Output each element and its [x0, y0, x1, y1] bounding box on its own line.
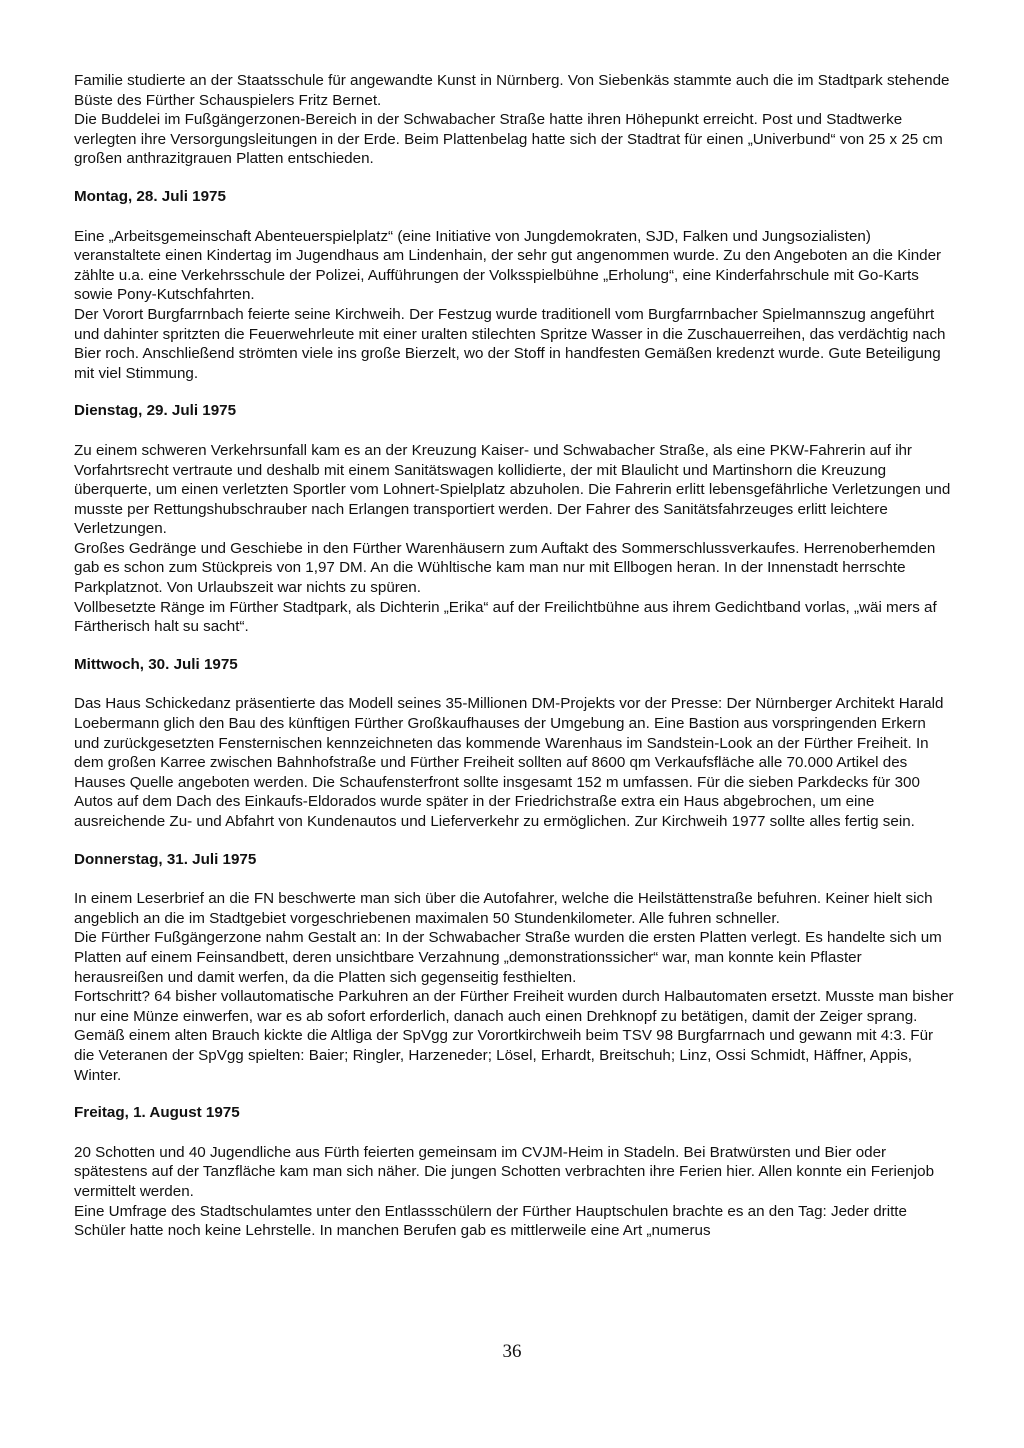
paragraph: Das Haus Schickedanz präsentierte das Modell seines 35-Millionen DM-Projekts vor der Presse: Der Nürnberger Architekt Harald Loebermann glich den Bau des künftigen Fürther Großkaufhauses der Umgebung an. Eine Bastion aus vorspringenden Erkern und zurückgesetzten Fensternischen kennzeichneten das kommende Warenhaus im Sandstein-Look an der Fürther Freiheit. In dem großen Karree zwischen Bahnhofstraße und Fürther Freiheit sollten auf 8600 qm Verkaufsfläche alle 70.000 Artikel des Hauses Quelle angeboten werden. Die Schaufensterfront sollte insgesamt 152 m umfassen. Für die sieben Parkdecks für 300 Autos auf dem Dach des Einkaufs-Eldorados wurde später in der Friedrichstraße extra ein Haus abgebrochen, um eine ausreichende Zu- und Abfahrt von Kundenautos und Lieferverkehr zu ermöglichen. Zur Kirchweih 1977 sollte alles fertig sein. [74, 695, 944, 830]
date-heading: Montag, 28. Juli 1975 [74, 187, 226, 205]
date-heading: Donnerstag, 31. Juli 1975 [74, 850, 257, 868]
paragraph: In einem Leserbrief an die FN beschwerte man sich über die Autofahrer, welche die Heilstättenstraße befuhren. Keiner hielt sich angeblich an die im Stadtgebiet vorgeschriebenen maximalen 50 Stundenkilometer. Alle fuhren schneller. [74, 890, 933, 927]
paragraph: Gemäß einem alten Brauch kickte die Altliga der SpVgg zur Vorortkirchweih beim TSV 98 Burgfarrnach und gewann mit 4:3. Für die Veteranen der SpVgg spielten: Baier; Ringler, Harzeneder; Lösel, Erhardt, Breitschuh; Linz, Ossi Schmidt, Häffner, Appis, Winter. [74, 1027, 934, 1084]
date-heading: Dienstag, 29. Juli 1975 [74, 402, 237, 420]
paragraph: Zu einem schweren Verkehrsunfall kam es an der Kreuzung Kaiser- und Schwabacher Straße, als eine PKW-Fahrerin auf ihr Vorfahrtsrecht vertraute und deshalb mit einem Sanitätswagen kollidierte, der mit Blaulicht und Martinshorn die Kreuzung überquerte, um einen verletzten Sportler vom Lohnert-Spielplatz abzuholen. Die Fahrerin erlitt lebensgefährliche Verletzungen und musste per Rettungshubschrauber nach Erlangen transportiert werden. Der Fahrer des Sanitätsfahrzeuges erlitt leichtere Verletzungen. [74, 441, 951, 538]
date-heading: Freitag, 1. August 1975 [74, 1104, 240, 1122]
paragraph: Die Buddelei im Fußgängerzonen-Bereich in der Schwabacher Straße hatte ihren Höhepunkt erreicht. Post und Stadtwerke verlegten ihre Versorgungsleitungen in der Erde. Beim Plattenbelag hatte sich der Stadtrat für einen „Univerbund“ von 25 x 25 cm großen anthrazitgrauen Platten entschieden. [74, 111, 943, 168]
entry-dienstag [74, 401, 954, 637]
date-heading: Mittwoch, 30. Juli 1975 [74, 655, 238, 673]
entry-freitag [74, 1103, 954, 1241]
paragraph: Familie studierte an der Staatsschule für angewandte Kunst in Nürnberg. Von Siebenkäs stammte auch die im Stadtpark stehende Büste des Fürther Schauspielers Fritz Bernet. [74, 72, 950, 109]
paragraph: Die Fürther Fußgängerzone nahm Gestalt an: In der Schwabacher Straße wurden die ersten Platten verlegt. Es handelte sich um Platten auf einem Feinsandbett, deren unsichtbare Verzahnung „demonstrationssicher“ war, man konnte kein Pflaster herausreißen und damit werfen, da die Platten sich gegenseitig festhielten. [74, 929, 942, 986]
entry-montag [74, 187, 954, 383]
entry-mittwoch [74, 655, 954, 832]
paragraph: Fortschritt? 64 bisher vollautomatische Parkuhren an der Fürther Freiheit wurden durch Halbautomaten ersetzt. Musste man bisher nur eine Münze einwerfen, war es ab sofort erforderlich, danach auch einen Drehknopf zu betätigen, damit der Zeiger sprang. [74, 988, 954, 1025]
document-page [74, 71, 954, 1241]
intro-section [74, 71, 954, 169]
paragraph: Vollbesetzte Ränge im Fürther Stadtpark, als Dichterin „Erika“ auf der Freilichtbühne aus ihrem Gedichtband vorlas, „wäi mers af Färtherisch halt su sacht“. [74, 598, 937, 636]
paragraph: 20 Schotten und 40 Jugendliche aus Fürth feierten gemeinsam im CVJM-Heim in Stadeln. Bei Bratwürsten und Bier oder spätestens auf der Tanzfläche kam man sich näher. Die jungen Schotten verbrachten ihre Ferien hier. Allen konnte ein Ferienjob vermittelt werden. [74, 1143, 935, 1200]
paragraph: Der Vorort Burgfarrnbach feierte seine Kirchweih. Der Festzug wurde traditionell vom Burgfarrnbacher Spielmannszug angeführt und dahinter spritzten die Feuerwehrleute mit einer uralten stilechten Spritze Wasser in die Zuschauerreihen, das verdächtig nach Bier roch. Anschließend strömten viele ins große Bierzelt, wo der Stoff in handfesten Gemäßen kredenzt wurde. Gute Beteiligung mit viel Stimmung. [74, 305, 946, 382]
paragraph: Großes Gedränge und Geschiebe in den Fürther Warenhäusern zum Auftakt des Sommerschlussverkaufes. Herrenoberhemden gab es schon zum Stückpreis von 1,97 DM. An die Wühltische kam man nur mit Ellbogen heran. In der Innenstadt herrschte Parkplatznot. Von Urlaubszeit war nichts zu spüren. [74, 539, 936, 597]
page-number: 36 [502, 1341, 522, 1362]
paragraph: Eine „Arbeitsgemeinschaft Abenteuerspielplatz“ (eine Initiative von Jungdemokraten, SJD, Falken und Jungsozialisten) veranstaltete einen Kindertag im Jugendhaus am Lindenhain, der sehr gut angenommen wurde. Zu den Angeboten an die Kinder zählte u.a. eine Verkehrsschule der Polizei, Aufführungen der Volksspielbühne „Erholung“, eine Kinderfahrschule mit Go-Karts sowie Pony-Kutschfahrten. [74, 227, 942, 304]
entry-donnerstag [74, 850, 954, 1086]
paragraph: Eine Umfrage des Stadtschulamtes unter den Entlassschülern der Fürther Hauptschulen brachte es an den Tag: Jeder dritte Schüler hatte noch keine Lehrstelle. In manchen Berufen gab es mittlerweile eine Art „numerus [74, 1202, 907, 1240]
